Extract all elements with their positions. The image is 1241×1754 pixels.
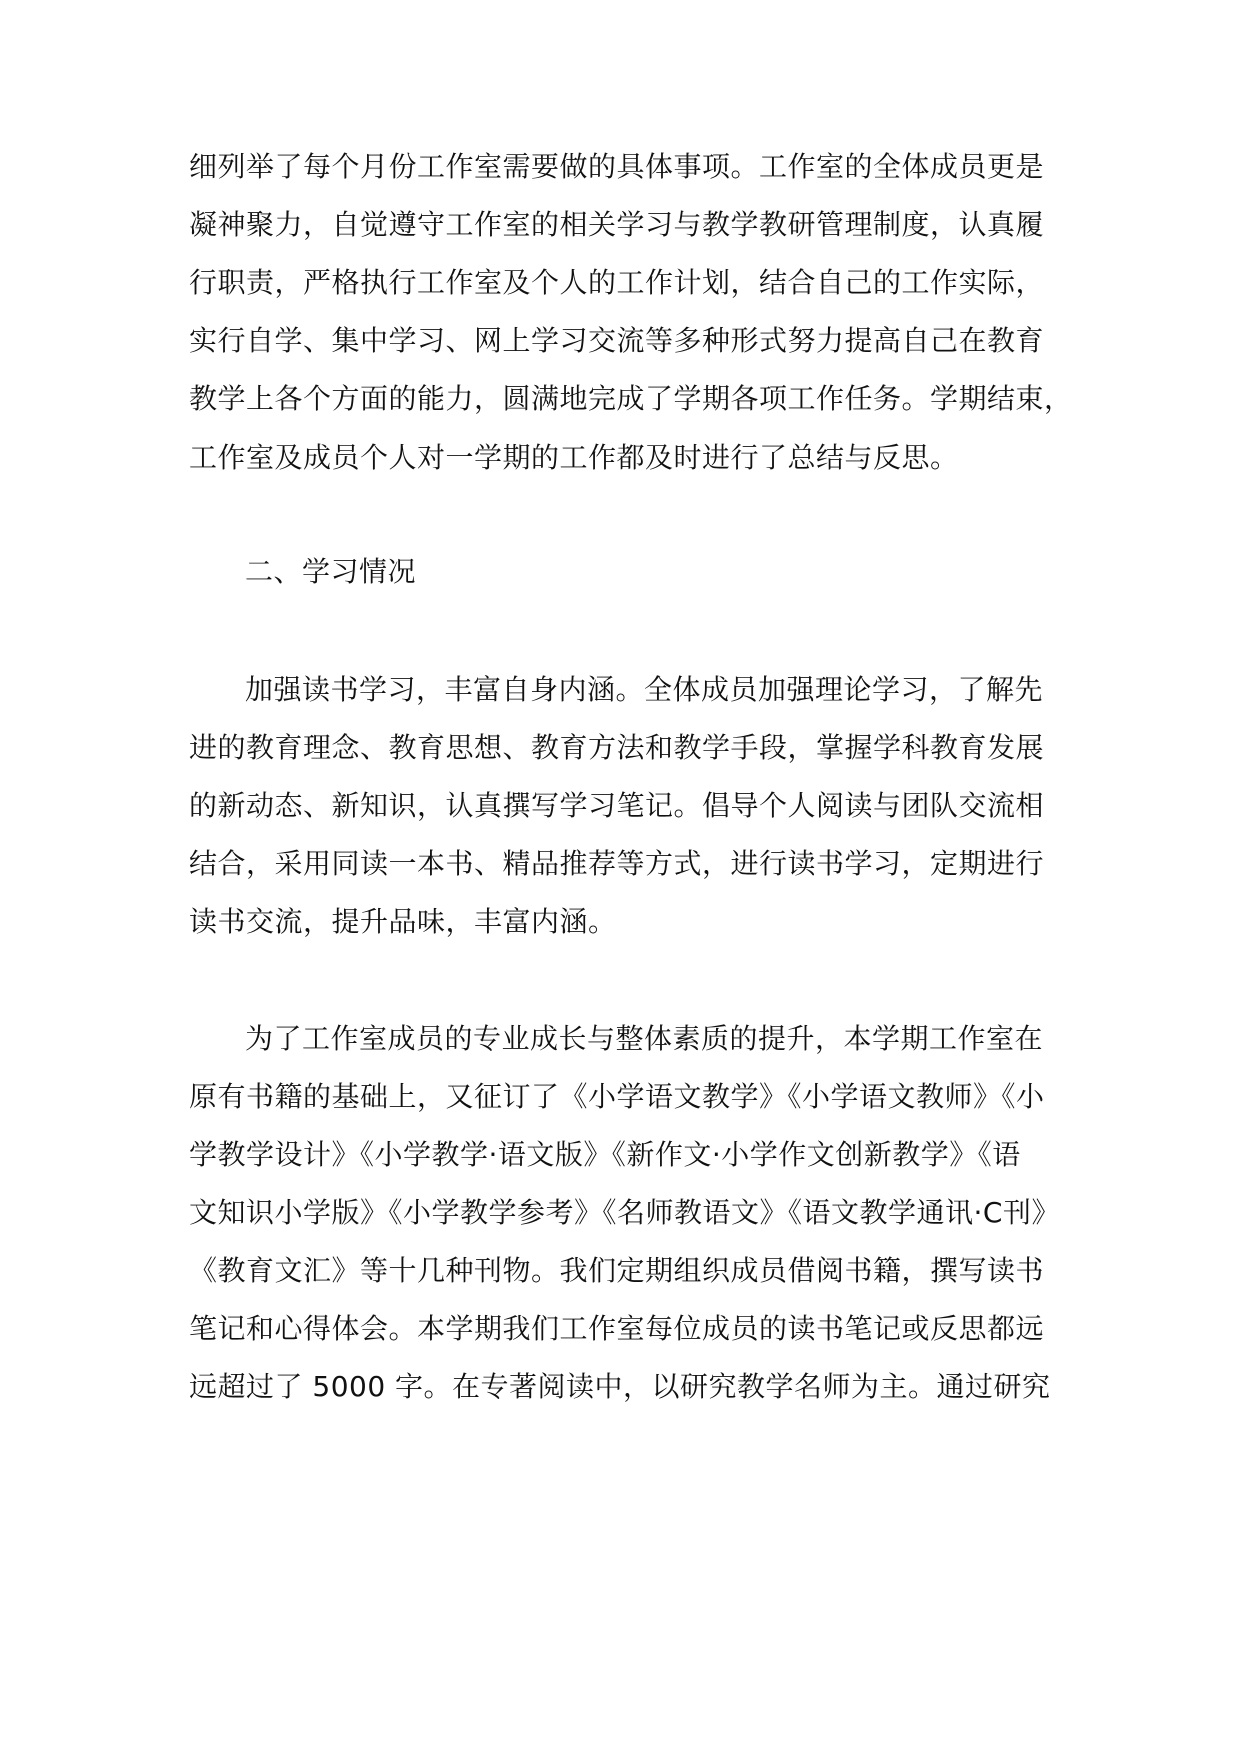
paragraph-2-line-3: 的新动态、新知识，认真撰写学习笔记。倡导个人阅读与团队交流相 [189, 789, 1045, 822]
paragraph-3-line-4: 文知识小学版》《小学教学参考》《名师教语文》《语文教学通讯·C刊》 [189, 1196, 1060, 1229]
paragraph-3-line-2: 原有书籍的基础上，又征订了《小学语文教学》《小学语文教师》《小 [189, 1080, 1045, 1113]
paragraph-3-line-1: 为了工作室成员的专业成长与整体素质的提升，本学期工作室在 [245, 1022, 1044, 1055]
paragraph-3-line-6: 笔记和心得体会。本学期我们工作室每位成员的读书笔记或反思都远 [189, 1312, 1045, 1345]
paragraph-3-line-5: 《教育文汇》等十几种刊物。我们定期组织成员借阅书籍，撰写读书 [189, 1254, 1045, 1287]
paragraph-1-line-4: 实行自学、集中学习、网上学习交流等多种形式努力提高自己在教育 [189, 324, 1045, 357]
paragraph-1-line-3: 行职责，严格执行工作室及个人的工作计划，结合自己的工作实际， [189, 266, 1045, 299]
paragraph-2-line-1: 加强读书学习，丰富自身内涵。全体成员加强理论学习，了解先 [245, 673, 1044, 706]
paragraph-2-line-4: 结合，采用同读一本书、精品推荐等方式，进行读书学习，定期进行 [189, 847, 1045, 880]
paragraph-1-line-2: 凝神聚力，自觉遵守工作室的相关学习与教学教研管理制度，认真履 [189, 208, 1045, 241]
paragraph-2-line-5: 读书交流，提升品味，丰富内涵。 [189, 905, 617, 938]
paragraph-1-line-6: 工作室及成员个人对一学期的工作都及时进行了总结与反思。 [189, 441, 959, 474]
paragraph-1-line-5: 教学上各个方面的能力，圆满地完成了学期各项工作任务。学期结束， [189, 382, 1073, 415]
paragraph-2-line-2: 进的教育理念、教育思想、教育方法和教学手段，掌握学科教育发展 [189, 731, 1045, 764]
paragraph-3-line-3: 学教学设计》《小学教学·语文版》《新作文·小学作文创新教学》《语 [189, 1138, 1021, 1171]
paragraph-3-line-7: 远超过了 5000 字。在专著阅读中，以研究教学名师为主。通过研究 [189, 1370, 1051, 1403]
section-heading: 二、学习情况 [245, 555, 417, 588]
paragraph-1-line-1: 细列举了每个月份工作室需要做的具体事项。工作室的全体成员更是 [189, 150, 1045, 183]
